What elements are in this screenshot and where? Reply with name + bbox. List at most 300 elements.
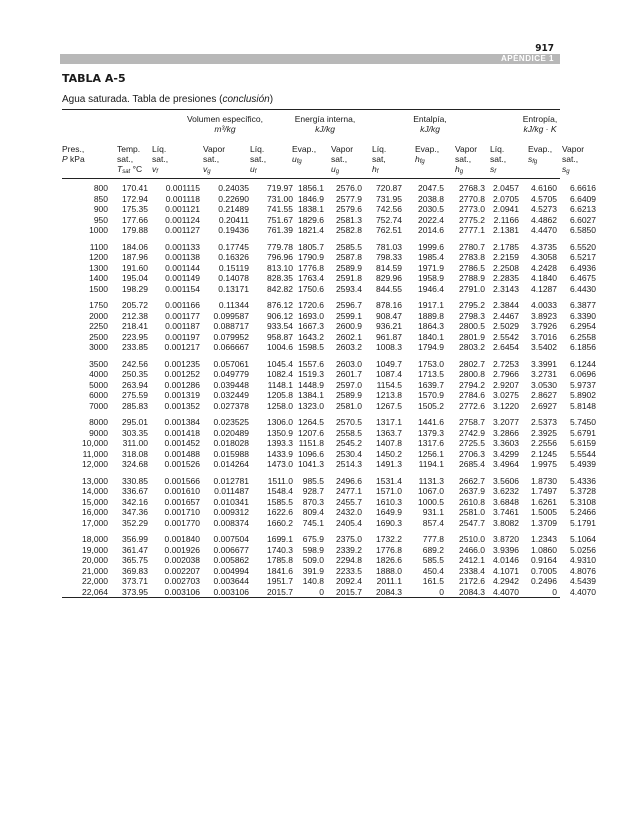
table-cell: 1740.3: [267, 544, 293, 555]
table-cell: 5.3108: [570, 496, 596, 507]
table-cell: 1570.9: [418, 390, 444, 400]
table-cell: 906.12: [267, 310, 293, 321]
table-cell: 6.3877: [570, 300, 596, 310]
table-bottom-rule: [62, 597, 560, 598]
table-cell: 1384.1: [298, 390, 324, 400]
table-row: [62, 204, 596, 215]
table-cell: 0.11344: [218, 300, 249, 310]
table-cell: 900: [93, 204, 108, 214]
table-cell: 2014.6: [418, 225, 444, 235]
table-cell: 0: [319, 586, 324, 597]
table-cell: 0.001526: [164, 459, 200, 469]
column-header-line2: sat.,: [455, 154, 472, 164]
table-cell: 0: [552, 586, 557, 597]
table-cell: 2084.3: [376, 586, 402, 597]
table-cell: 0.099587: [213, 310, 249, 321]
table-cell: 2000: [89, 310, 108, 321]
table-cell: 2780.7: [459, 241, 485, 252]
table-cell: 1213.8: [376, 390, 402, 400]
table-row: [62, 448, 596, 460]
table-row: [62, 555, 596, 566]
table-cell: 2084.3: [459, 586, 485, 597]
table-cell: 0.22690: [218, 193, 249, 204]
table-cell: 0.001187: [165, 321, 200, 331]
table-cell: 1.2343: [531, 534, 557, 544]
table-cell: 2.2835: [493, 273, 519, 283]
table-cell: 1473.0: [267, 459, 293, 469]
table-cell: 0.001352: [164, 400, 200, 411]
table-cell: 0.023525: [213, 417, 249, 427]
table-cell: 2.3925: [531, 427, 557, 438]
table-cell: 2662.7: [459, 475, 485, 486]
table-row: [62, 586, 596, 598]
table-cell: 2602.1: [336, 331, 362, 342]
column-header-symbol: hf: [372, 164, 379, 175]
table-cell: 6.0696: [570, 369, 596, 379]
table-row: [62, 534, 596, 545]
table-cell: 0.13171: [218, 283, 249, 294]
table-cell: 5.8148: [570, 400, 596, 411]
table-cell: 2455.7: [336, 496, 362, 507]
table-row: [62, 417, 596, 428]
table-cell: 0.009312: [213, 507, 249, 517]
table-cell: 1000.5: [418, 496, 444, 507]
table-cell: 0.032449: [213, 390, 249, 400]
table-cell: 2530.4: [336, 448, 362, 459]
table-cell: 9000: [89, 427, 108, 438]
table-cell: 2514.3: [336, 459, 362, 469]
column-header-line1: Vapor: [562, 144, 585, 154]
table-cell: 6.6616: [570, 183, 596, 193]
table-row: [62, 193, 596, 205]
table-row: [62, 252, 596, 263]
table-cell: 1531.4: [376, 475, 402, 486]
table-cell: 0.001127: [165, 225, 200, 235]
table-cell: 1393.3: [267, 438, 293, 448]
table-cell: 4.1840: [531, 273, 557, 283]
table-cell: 0.006677: [213, 544, 249, 555]
column-header-symbol: uf: [250, 164, 257, 175]
table-cell: 4.1287: [531, 283, 557, 294]
table-cell: 1713.5: [418, 369, 444, 379]
page-number: 917: [535, 43, 554, 54]
column-header-line2: sat.,: [331, 154, 348, 164]
table-cell: 22,064: [82, 586, 108, 597]
table-cell: 2496.6: [336, 475, 362, 486]
table-cell: 1323.0: [298, 400, 324, 411]
table-cell: 675.9: [302, 534, 324, 544]
table-cell: 330.85: [122, 475, 148, 486]
table-cell: 2587.8: [336, 252, 362, 262]
table-cell: 870.3: [302, 496, 324, 507]
table-cell: 1067.0: [418, 486, 444, 496]
table-cell: 762.51: [376, 225, 402, 235]
column-header-line2: sat.,: [203, 154, 220, 164]
table-cell: 1258.0: [267, 400, 293, 411]
table-cell: 0.066667: [213, 342, 249, 352]
table-cell: 1379.3: [418, 427, 444, 438]
table-cell: 6.1244: [570, 358, 596, 369]
table-cell: 2466.0: [459, 544, 485, 555]
table-cell: 4.4070: [493, 586, 519, 597]
table-cell: 2.0457: [493, 183, 519, 193]
table-cell: 1649.9: [376, 507, 402, 517]
table-cell: 2597.0: [336, 379, 362, 390]
table-cell: 2.2556: [531, 438, 557, 448]
table-cell: 0.008374: [213, 517, 249, 528]
table-cell: 0.001452: [164, 438, 200, 448]
table-cell: 14,000: [82, 486, 108, 496]
table-cell: 0.001133: [165, 241, 200, 252]
table-cell: 0.079952: [213, 331, 249, 342]
column-header-7: [372, 144, 386, 177]
table-cell: 0.057061: [213, 358, 249, 369]
table-cell: 936.21: [376, 321, 402, 331]
table-cell: 365.75: [122, 555, 148, 565]
table-cell: 1100: [89, 241, 108, 252]
table-cell: 21,000: [82, 565, 108, 576]
table-cell: 3.2866: [493, 427, 519, 438]
table-cell: 1571.0: [376, 486, 402, 496]
table-cell: 3.5606: [493, 475, 519, 486]
table-cell: 1643.2: [298, 331, 324, 342]
table-cell: 0.001926: [164, 544, 200, 555]
column-header-10: [490, 144, 506, 177]
table-cell: 2.0705: [493, 193, 519, 204]
table-cell: 4.1071: [493, 565, 519, 576]
table-cell: 2405.4: [336, 517, 362, 528]
table-row: [62, 565, 596, 577]
table-cell: 0.001710: [164, 507, 200, 517]
table-cell: 2773.0: [459, 204, 485, 214]
table-row: [62, 486, 596, 497]
column-header-symbol: sf: [490, 164, 496, 175]
table-cell: 985.5: [302, 475, 324, 486]
table-cell: 2015.7: [267, 586, 293, 597]
table-cell: 1317.1: [376, 417, 402, 427]
table-cell: 2610.8: [459, 496, 485, 507]
table-cell: 2581.0: [336, 400, 362, 411]
column-header-symbol: sg: [562, 164, 570, 175]
table-cell: 1317.6: [418, 438, 444, 448]
table-cell: 720.87: [376, 183, 402, 193]
table-cell: 0.2496: [531, 576, 557, 586]
table-cell: 3000: [89, 342, 108, 352]
table-cell: 4.4070: [570, 586, 596, 597]
column-header-6: [331, 144, 353, 177]
group-header-entalpia: Entalpía, kJ/kg: [413, 114, 447, 134]
table-cell: 3.2731: [531, 369, 557, 379]
table-cell: 0.001488: [164, 448, 200, 459]
table-cell: 4.5705: [531, 193, 557, 204]
table-cell: 2794.2: [459, 379, 485, 390]
table-cell: 1300: [89, 262, 108, 273]
table-cell: 0.012781: [213, 475, 249, 486]
appendix-header-bar: [60, 54, 560, 64]
table-cell: 3.3603: [493, 438, 519, 448]
table-cell: 1151.8: [298, 438, 324, 448]
table-cell: 1790.9: [298, 252, 324, 262]
table-cell: 950: [93, 214, 108, 225]
table-cell: 2294.8: [336, 555, 362, 565]
table-cell: 361.47: [122, 544, 148, 555]
table-cell: 0.001610: [164, 486, 200, 496]
table-cell: 2477.1: [336, 486, 362, 496]
column-header-symbol: hg: [455, 164, 464, 175]
table-cell: 0.001197: [165, 331, 200, 342]
table-cell: 0.004994: [213, 565, 249, 576]
table-cell: 13,000: [82, 475, 108, 486]
table-cell: 1306.0: [267, 417, 293, 427]
table-cell: 242.56: [122, 358, 148, 369]
table-cell: 336.67: [122, 486, 148, 496]
table-cell: 741.55: [267, 204, 293, 214]
table-cell: 18,000: [82, 534, 108, 544]
table-row: [62, 214, 596, 226]
table-cell: 0.001121: [165, 204, 200, 214]
table-cell: 857.4: [422, 517, 444, 528]
column-header-0: [62, 144, 85, 164]
table-cell: 3.7926: [531, 321, 557, 331]
table-cell: 198.29: [122, 283, 148, 294]
table-cell: 2.6454: [493, 342, 519, 352]
table-cell: 761.39: [267, 225, 293, 235]
column-header-1: [117, 144, 142, 177]
table-cell: 1951.7: [267, 576, 293, 586]
table-row: [62, 390, 596, 401]
table-cell: 0.001235: [164, 358, 200, 369]
table-cell: 1856.1: [298, 183, 324, 193]
table-cell: 1750: [89, 300, 108, 310]
table-cell: 2802.7: [459, 358, 485, 369]
table-cell: 2589.9: [336, 262, 362, 273]
table-cell: 8000: [89, 417, 108, 427]
table-cell: 1049.7: [376, 358, 402, 369]
table-cell: 0.20411: [218, 214, 249, 225]
table-cell: 0.003106: [213, 586, 249, 597]
table-cell: 1.6261: [531, 496, 557, 507]
column-header-line1: Temp.: [117, 144, 141, 154]
table-cell: 2576.0: [336, 183, 362, 193]
table-cell: 1407.8: [376, 438, 402, 448]
table-cell: 2591.8: [336, 273, 362, 283]
table-cell: 1732.2: [376, 534, 402, 544]
table-cell: 2.1166: [493, 214, 519, 225]
table-cell: 6.6027: [570, 214, 596, 225]
column-header-symbol: vf: [152, 164, 158, 175]
table-cell: 3.4299: [493, 448, 519, 459]
table-cell: 0.001770: [164, 517, 200, 528]
table-cell: 303.35: [122, 427, 148, 438]
table-cell: 0.15119: [218, 262, 249, 273]
table-cell: 1667.3: [298, 321, 324, 331]
table-cell: 275.59: [122, 390, 148, 400]
table-cell: 1805.7: [298, 241, 324, 252]
table-cell: 1557.6: [298, 358, 324, 369]
table-cell: 1.8730: [531, 475, 557, 486]
column-header-line2: sat.,: [562, 154, 579, 164]
table-cell: 1720.6: [298, 300, 324, 310]
table-cell: 1888.0: [376, 565, 402, 576]
table-cell: 751.67: [267, 214, 293, 225]
table-cell: 1838.1: [298, 204, 324, 214]
column-header-8: [415, 144, 439, 167]
table-cell: 0.002207: [164, 565, 200, 576]
table-cell: 689.2: [422, 544, 444, 555]
table-row: [62, 517, 596, 529]
table-cell: 2.5542: [493, 331, 519, 342]
table-row: [62, 427, 596, 439]
table-cell: 0.001319: [164, 390, 200, 400]
table-cell: 2788.9: [459, 273, 485, 283]
table-cell: 0.039448: [213, 379, 249, 390]
table-cell: 6.6409: [570, 193, 596, 204]
table-cell: 1864.3: [418, 321, 444, 331]
group-header-entropia: Entropía, kJ/kg · K: [522, 114, 558, 134]
column-header-symbol: sfg: [528, 154, 538, 165]
table-cell: 0.16326: [218, 252, 249, 262]
table-cell: 1660.2: [267, 517, 293, 528]
table-row: [62, 241, 596, 253]
table-cell: 1548.4: [267, 486, 293, 496]
table-cell: 1148.1: [267, 379, 293, 390]
table-cell: 796.96: [267, 252, 293, 262]
table-cell: 2.2159: [493, 252, 519, 262]
table-cell: 752.74: [376, 214, 402, 225]
table-cell: 352.29: [122, 517, 148, 528]
table-cell: 1008.3: [376, 342, 402, 352]
table-cell: 2.5373: [531, 417, 557, 427]
table-cell: 6.5217: [570, 252, 596, 262]
table-cell: 223.95: [122, 331, 148, 342]
table-cell: 1985.4: [418, 252, 444, 262]
table-cell: 1794.9: [418, 342, 444, 352]
table-cell: 0.17745: [218, 241, 249, 252]
table-cell: 5.7450: [570, 417, 596, 427]
table-cell: 450.4: [422, 565, 444, 576]
table-cell: 1519.3: [298, 369, 324, 379]
table-cell: 3.6232: [493, 486, 519, 496]
table-cell: 3.9396: [493, 544, 519, 555]
table-cell: 0.001149: [165, 273, 200, 283]
column-header-line2: Evap.,: [528, 144, 553, 154]
table-cell: 1082.4: [267, 369, 293, 379]
table-cell: 1841.6: [267, 565, 293, 576]
table-cell: 0.088717: [213, 321, 249, 331]
table-cell: 2.3143: [493, 283, 519, 294]
table-cell: 1917.1: [418, 300, 444, 310]
table-row: [62, 576, 596, 587]
table-cell: 4.2428: [531, 262, 557, 273]
table-cell: 2375.0: [336, 534, 362, 544]
table-cell: 6.6213: [570, 204, 596, 214]
table-cell: 1598.5: [298, 342, 324, 352]
table-cell: 850: [93, 193, 108, 204]
table-top-rule: [62, 109, 560, 110]
column-header-line2: Pres.,: [62, 144, 85, 154]
table-cell: 1840.1: [418, 331, 444, 342]
column-header-line2: Evap.,: [292, 144, 317, 154]
table-cell: 2.1245: [531, 448, 557, 459]
table-cell: 1690.3: [376, 517, 402, 528]
table-cell: 3.8082: [493, 517, 519, 528]
table-cell: 1087.4: [376, 369, 402, 379]
table-row: [62, 283, 596, 295]
table-cell: 814.59: [376, 262, 402, 273]
table-cell: 2.5029: [493, 321, 519, 331]
column-header-line2: sat.,: [117, 154, 134, 164]
table-cell: 4.2942: [493, 576, 519, 586]
table-row: [62, 379, 596, 391]
table-cell: 731.95: [376, 193, 402, 204]
table-cell: 0.014264: [213, 459, 249, 469]
table-cell: 2030.5: [418, 204, 444, 214]
table-cell: 311.00: [122, 438, 148, 448]
table-cell: 0.010341: [213, 496, 249, 507]
table-cell: 179.88: [122, 225, 148, 235]
table-cell: 2558.5: [336, 427, 362, 438]
table-cell: 0.001154: [165, 283, 200, 294]
table-cell: 2772.6: [459, 400, 485, 411]
table-cell: 1205.8: [267, 390, 293, 400]
table-cell: 2.0941: [493, 204, 519, 214]
table-cell: 0.001217: [164, 342, 200, 352]
column-header-line2: sat.,: [152, 154, 169, 164]
table-cell: 161.5: [422, 576, 444, 586]
table-cell: 5.4336: [570, 475, 596, 486]
table-cell: 5.5544: [570, 448, 596, 459]
table-cell: 2786.5: [459, 262, 485, 273]
table-cell: 17,000: [82, 517, 108, 528]
table-row: [62, 459, 596, 470]
table-cell: 0.001566: [164, 475, 200, 486]
table-cell: 0.005862: [213, 555, 249, 565]
table-cell: 1207.6: [298, 427, 324, 438]
table-cell: 800: [93, 183, 108, 193]
table-cell: 5.4939: [570, 459, 596, 469]
table-cell: 933.54: [267, 321, 293, 331]
table-cell: 876.12: [267, 300, 293, 310]
table-cell: 2579.6: [336, 204, 362, 214]
column-header-symbol: ug: [331, 164, 340, 175]
table-cell: 809.4: [302, 507, 324, 517]
table-cell: 0.001115: [165, 183, 200, 193]
table-cell: 4.3735: [531, 241, 557, 252]
table-cell: 1889.8: [418, 310, 444, 321]
table-cell: 2742.9: [459, 427, 485, 438]
table-cell: 6.4936: [570, 262, 596, 273]
table-cell: 2339.2: [336, 544, 362, 555]
table-cell: 184.06: [122, 241, 148, 252]
table-cell: 2233.5: [336, 565, 362, 576]
column-header-line1: Vapor: [203, 144, 226, 154]
table-cell: 1946.4: [418, 283, 444, 294]
table-cell: 0.027378: [213, 400, 249, 411]
table-cell: 218.41: [122, 321, 148, 331]
table-cell: 1505.2: [418, 400, 444, 411]
table-cell: 3.3991: [531, 358, 557, 369]
table-cell: 1639.7: [418, 379, 444, 390]
table-cell: 1154.5: [376, 379, 402, 390]
table-cell: 2603.0: [336, 358, 362, 369]
table-cell: 1693.0: [298, 310, 324, 321]
table-cell: 3500: [89, 358, 108, 369]
table-cell: 2011.1: [376, 576, 402, 586]
table-title: TABLA A-5: [62, 72, 126, 85]
table-cell: 2338.4: [459, 565, 485, 576]
appendix-label: APÉNDICE 1: [500, 54, 554, 63]
table-cell: 1753.0: [418, 358, 444, 369]
